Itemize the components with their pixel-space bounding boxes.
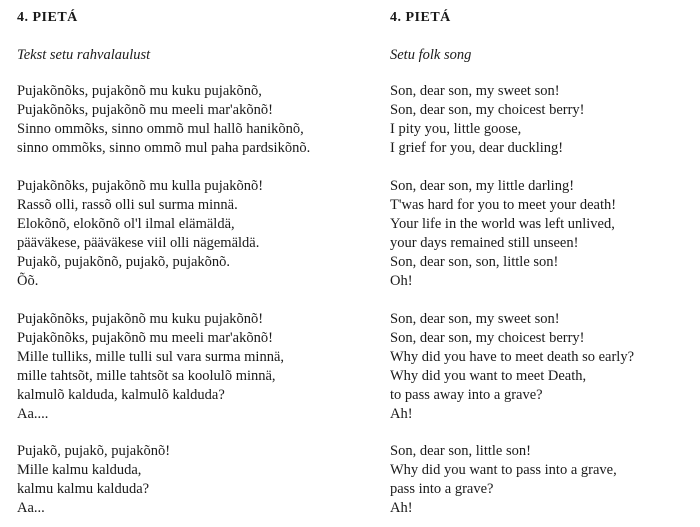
verse-line: mille tahtsõt, mille tahtsõt sa koolulõ minnä, xyxy=(17,368,276,384)
verse-line: T'was hard for you to meet your death! xyxy=(390,197,617,213)
verse-line: Pujakõ, pujakõ, pujakõnõ! xyxy=(17,443,171,459)
stanza xyxy=(17,82,310,158)
verse-line: kalmulõ kalduda, kalmulõ kalduda? xyxy=(17,387,225,403)
verse-line: Mille tulliks, mille tulli sul vara surma minnä, xyxy=(17,349,285,365)
stanza xyxy=(390,310,634,424)
stanza xyxy=(390,442,617,518)
verse-line: Why did you want to pass into a grave, xyxy=(390,462,617,478)
verse-line: Mille kalmu kalduda, xyxy=(17,462,142,478)
verse-line: I pity you, little goose, xyxy=(390,121,522,137)
verse-line: Pujakõnõks, pujakõnõ mu kuku pujakõnõ! xyxy=(17,311,264,327)
verse-line: Aa... xyxy=(17,500,45,516)
verse-line: Why did you have to meet death so early? xyxy=(390,349,635,365)
song-subtitle: Tekst setu rahvalaulust xyxy=(17,47,151,63)
verse-line: I grief for you, dear duckling! xyxy=(390,140,564,156)
verse-line: Son, dear son, my little darling! xyxy=(390,178,575,194)
song-subtitle: Setu folk song xyxy=(390,47,472,63)
stanza xyxy=(390,82,585,158)
verse-line: Son, dear son, my sweet son! xyxy=(390,311,560,327)
verse-line: Pujakõ, pujakõnõ, pujakõ, pujakõnõ. xyxy=(17,254,231,270)
verse-line: Son, dear son, my choicest berry! xyxy=(390,102,585,118)
stanza xyxy=(17,177,263,291)
verse-line: Son, dear son, son, little son! xyxy=(390,254,559,270)
verse-line: Son, dear son, my sweet son! xyxy=(390,83,560,99)
verse-line: pääväkese, pääväkese viil olli nägemäldä. xyxy=(17,235,260,251)
verse-line: to pass away into a grave? xyxy=(390,387,543,403)
verse-line: Õõ. xyxy=(17,273,39,289)
stanza xyxy=(17,442,170,518)
verse-line: Pujakõnõks, pujakõnõ mu kuku pujakõnõ, xyxy=(17,83,262,99)
stanza xyxy=(390,177,616,291)
song-title: 4. PIETÁ xyxy=(17,10,78,25)
verse-line: sinno ommõks, sinno ommõ mul paha pardsikõnõ. xyxy=(17,140,311,156)
verse-line: Pujakõnõks, pujakõnõ mu meeli mar'akõnõ! xyxy=(17,330,273,346)
verse-line: Pujakõnõks, pujakõnõ mu meeli mar'akõnõ! xyxy=(17,102,273,118)
verse-line: Sinno ommõks, sinno ommõ mul hallõ hanikõnõ, xyxy=(17,121,304,137)
verse-line: Son, dear son, little son! xyxy=(390,443,531,459)
verse-line: Your life in the world was left unlived, xyxy=(390,216,615,232)
verse-line: Ah! xyxy=(390,500,413,516)
stanza xyxy=(17,310,284,424)
verse-line: Rassõ olli, rassõ olli sul surma minnä. xyxy=(17,197,238,213)
verse-line: your days remained still unseen! xyxy=(390,235,579,251)
song-title: 4. PIETÁ xyxy=(390,10,451,25)
verse-line: Oh! xyxy=(390,273,413,289)
verse-line: Why did you want to meet Death, xyxy=(390,368,587,384)
verse-line: Pujakõnõks, pujakõnõ mu kulla pujakõnõ! xyxy=(17,178,264,194)
verse-line: Aa.... xyxy=(17,406,49,422)
verse-line: kalmu kalmu kalduda? xyxy=(17,481,150,497)
verse-line: Ah! xyxy=(390,406,413,422)
verse-line: Son, dear son, my choicest berry! xyxy=(390,330,585,346)
verse-line: Elokõnõ, elokõnõ ol'l ilmal elämäldä, xyxy=(17,216,235,232)
verse-line: pass into a grave? xyxy=(390,481,494,497)
